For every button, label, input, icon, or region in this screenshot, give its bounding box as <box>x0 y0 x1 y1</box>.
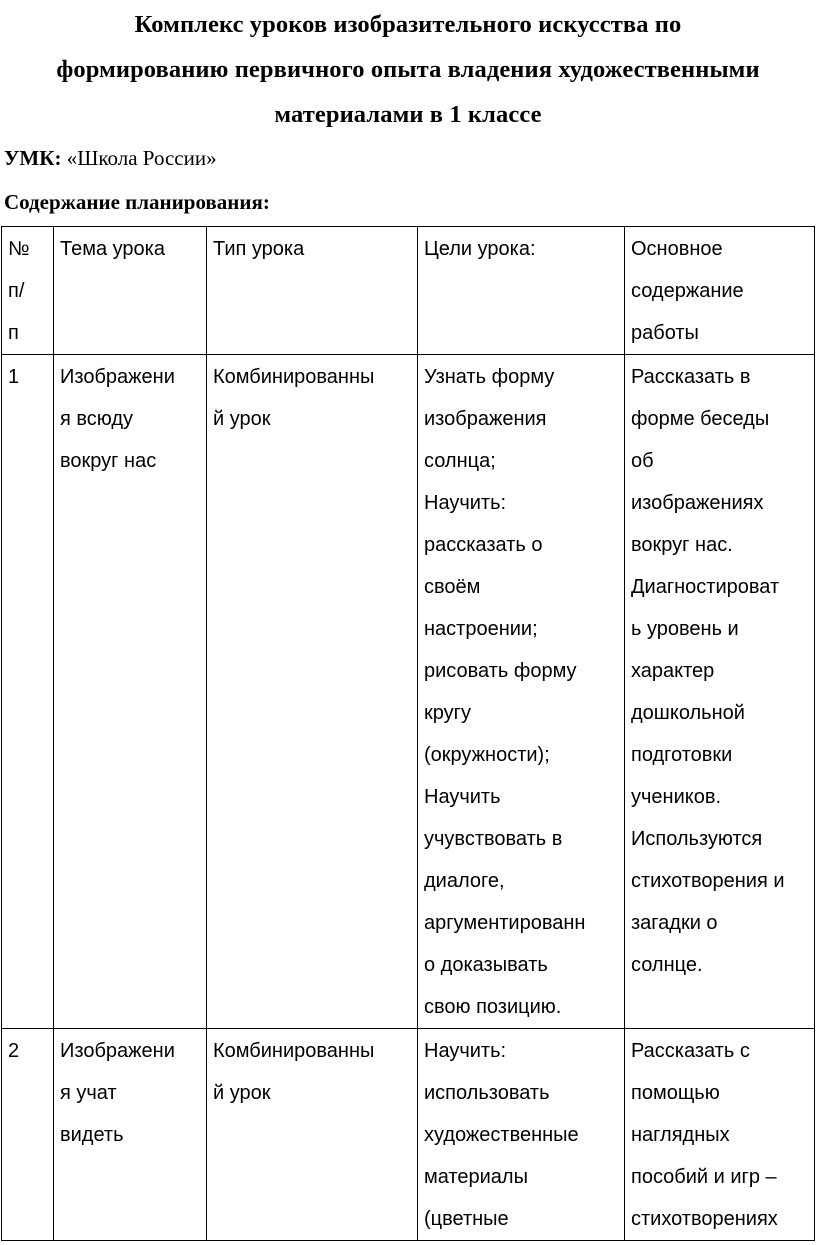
umk-value: «Школа России» <box>61 146 217 170</box>
title-line: Комплекс уроков изобразительного искусства по <box>134 11 682 38</box>
plan-heading: Содержание планирования: <box>4 190 270 214</box>
cell-line: изображения <box>424 408 547 430</box>
title-line: материалами в 1 классе <box>274 101 542 128</box>
cell-type <box>207 1029 418 1241</box>
table-body <box>2 227 815 1241</box>
cell-number <box>2 355 54 1029</box>
cell-topic <box>54 1029 207 1241</box>
cell-line: содержание <box>631 280 744 302</box>
cell-line: стихотворениях <box>631 1208 778 1230</box>
cell-line: Узнать форму <box>424 366 555 388</box>
cell-line: диалоге, <box>424 870 505 892</box>
cell-line: загадки о <box>631 912 718 934</box>
cell-line: Научить: <box>424 1040 507 1062</box>
cell-line: Используются <box>631 828 763 850</box>
cell-content <box>625 1029 815 1241</box>
document-title <box>0 2 816 137</box>
cell-line: Цели урока: <box>424 238 536 260</box>
cell-line: помощью <box>631 1082 720 1104</box>
cell-line: й урок <box>213 408 271 430</box>
cell-line: характер <box>631 660 715 682</box>
cell-line: использовать <box>424 1082 550 1104</box>
cell-line: своём <box>424 576 481 598</box>
cell-line: рисовать форму <box>424 660 577 682</box>
cell-line: подготовки <box>631 744 733 766</box>
cell-line: п/ <box>8 280 25 302</box>
header-cell-content <box>625 227 815 355</box>
cell-topic <box>54 355 207 1029</box>
cell-line: форме беседы <box>631 408 770 430</box>
cell-line: о доказывать <box>424 954 548 976</box>
cell-line: 1 <box>8 366 20 388</box>
cell-line: стихотворения и <box>631 870 785 892</box>
cell-line: Диагностироват <box>631 576 780 598</box>
cell-line: 2 <box>8 1040 20 1062</box>
table-header-row <box>2 227 815 355</box>
header-cell-topic <box>54 227 207 355</box>
cell-line: я всюду <box>60 408 134 430</box>
cell-line: вокруг нас <box>60 450 157 472</box>
cell-line: Изображени <box>60 366 175 388</box>
cell-line: художественные <box>424 1124 579 1146</box>
cell-line: солнце. <box>631 954 703 976</box>
cell-goals <box>418 1029 625 1241</box>
cell-line: Рассказать с <box>631 1040 750 1062</box>
umk-line <box>4 142 217 174</box>
cell-line: кругу <box>424 702 471 724</box>
cell-line: рассказать о <box>424 534 543 556</box>
umk-label: УМК: <box>4 146 62 170</box>
cell-line: п <box>8 322 19 344</box>
cell-line: изображениях <box>631 492 764 514</box>
cell-line: Научить: <box>424 492 507 514</box>
cell-line: Комбинированны <box>213 1040 375 1062</box>
cell-line: (цветные <box>424 1208 509 1230</box>
cell-line: ь уровень и <box>631 618 739 640</box>
cell-line: работы <box>631 322 699 344</box>
cell-line: аргументированн <box>424 912 586 934</box>
cell-line: Научить <box>424 786 501 808</box>
cell-line: Изображени <box>60 1040 175 1062</box>
cell-line: учеников. <box>631 786 722 808</box>
cell-line: видеть <box>60 1124 124 1146</box>
cell-line: свою позицию. <box>424 996 562 1018</box>
cell-line: пособий и игр – <box>631 1166 777 1188</box>
cell-content <box>625 355 815 1029</box>
cell-line: настроении; <box>424 618 538 640</box>
cell-line: № <box>8 238 30 260</box>
cell-line: учувствовать в <box>424 828 563 850</box>
lesson-plan-table <box>1 226 815 1241</box>
cell-goals <box>418 355 625 1029</box>
table-row <box>2 1029 815 1241</box>
cell-line: й урок <box>213 1082 271 1104</box>
cell-line: солнца; <box>424 450 496 472</box>
header-cell-goals <box>418 227 625 355</box>
cell-line: (окружности); <box>424 744 550 766</box>
cell-number <box>2 1029 54 1241</box>
cell-line: наглядных <box>631 1124 730 1146</box>
cell-line: Тип урока <box>213 238 305 260</box>
cell-type <box>207 355 418 1029</box>
cell-line: Рассказать в <box>631 366 751 388</box>
cell-line: я учат <box>60 1082 117 1104</box>
cell-line: Основное <box>631 238 723 260</box>
cell-line: материалы <box>424 1166 528 1188</box>
cell-line: дошкольной <box>631 702 745 724</box>
cell-line: вокруг нас. <box>631 534 733 556</box>
header-cell-number <box>2 227 54 355</box>
cell-line: Комбинированны <box>213 366 375 388</box>
table-row <box>2 355 815 1029</box>
header-cell-type <box>207 227 418 355</box>
title-line: формированию первичного опыта владения художественными <box>56 56 760 83</box>
cell-line: об <box>631 450 654 472</box>
cell-line: Тема урока <box>60 238 165 260</box>
